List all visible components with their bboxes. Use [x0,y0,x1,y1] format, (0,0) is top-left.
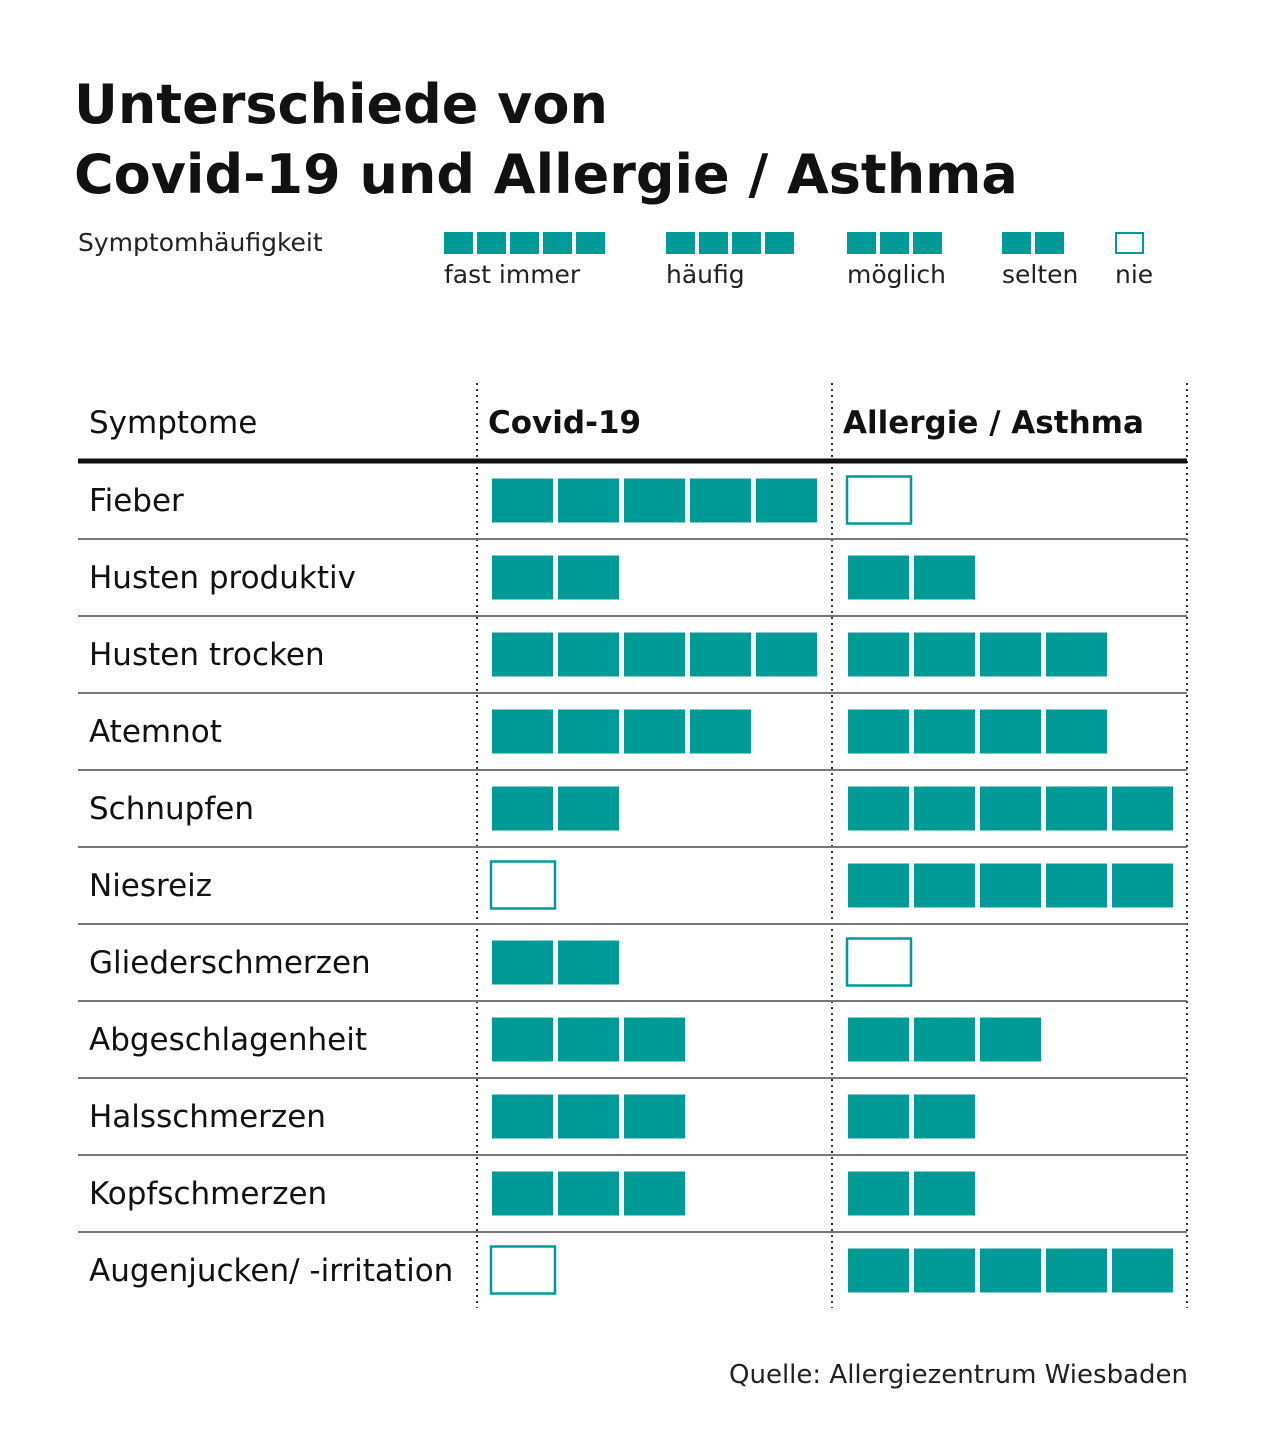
covid-block [558,1095,619,1139]
legend-label: möglich [847,260,946,289]
row-label: Husten produktiv [89,559,356,596]
allergy-block [848,556,909,600]
allergy-block [914,556,975,600]
allergy-block [914,1172,975,1216]
covid-block [690,633,751,677]
covid-block [624,1095,685,1139]
row-label: Kopfschmerzen [89,1175,328,1212]
chart-title-line-2: Covid-19 und Allergie / Asthma [74,143,1018,206]
allergy-block [914,864,975,908]
allergy-block [848,864,909,908]
allergy-block [1112,864,1173,908]
column-header-covid: Covid-19 [488,405,642,441]
row-label: Husten trocken [89,636,325,673]
covid-block [558,1018,619,1062]
allergy-block [914,1018,975,1062]
row-label: Atemnot [89,713,222,750]
allergy-block [980,710,1041,754]
covid-block [624,1172,685,1216]
column-header-symptome: Symptome [89,405,258,441]
allergy-block [914,633,975,677]
covid-block [624,633,685,677]
allergy-block [1046,633,1107,677]
allergy-block [848,787,909,831]
legend-label: nie [1115,260,1154,289]
covid-block [558,633,619,677]
covid-block [690,479,751,523]
legend-label: häufig [666,260,745,289]
covid-block [756,479,817,523]
allergy-block [980,1018,1041,1062]
row-label: Fieber [89,482,184,519]
covid-block [558,479,619,523]
allergy-block [914,1249,975,1293]
allergy-block [848,710,909,754]
allergy-block [848,1095,909,1139]
covid-block [624,479,685,523]
allergy-block [848,1172,909,1216]
allergy-block [1046,864,1107,908]
allergy-block [980,864,1041,908]
allergy-block-empty [847,939,911,986]
row-label: Augenjucken/ -irritation [89,1252,454,1289]
allergy-block [980,787,1041,831]
allergy-block [848,633,909,677]
covid-block [492,556,553,600]
covid-block [558,556,619,600]
allergy-block [1046,1249,1107,1293]
covid-block [624,1018,685,1062]
covid-block [690,710,751,754]
legend-label: selten [1002,260,1079,289]
covid-block [558,1172,619,1216]
chart-title-line-1: Unterschiede von [74,73,608,136]
covid-block [624,710,685,754]
legend-title: Symptomhäufigkeit [78,228,323,257]
row-label: Abgeschlagenheit [89,1021,367,1058]
covid-block [492,710,553,754]
covid-block [492,941,553,985]
covid-block [558,787,619,831]
legend-label: fast immer [444,260,581,289]
row-label: Niesreiz [89,867,213,904]
allergy-block [914,787,975,831]
allergy-block [1112,1249,1173,1293]
covid-block [492,1172,553,1216]
allergy-block-empty [847,477,911,524]
covid-block-empty [491,1247,555,1294]
covid-block [492,633,553,677]
allergy-block [1046,710,1107,754]
covid-block [492,1018,553,1062]
allergy-block [1046,787,1107,831]
allergy-block [1112,787,1173,831]
allergy-block [980,1249,1041,1293]
covid-block [492,479,553,523]
row-label: Halsschmerzen [89,1098,326,1135]
covid-block [558,941,619,985]
covid-block [492,787,553,831]
allergy-block [914,710,975,754]
source-note: Quelle: Allergiezentrum Wiesbaden [729,1360,1188,1390]
allergy-block [848,1249,909,1293]
allergy-block [914,1095,975,1139]
covid-block [492,1095,553,1139]
covid-block [756,633,817,677]
covid-block [558,710,619,754]
covid-block-empty [491,862,555,909]
allergy-block [848,1018,909,1062]
column-header-allergy: Allergie / Asthma [843,405,1144,441]
row-label: Schnupfen [89,790,254,827]
allergy-block [980,633,1041,677]
row-label: Gliederschmerzen [89,944,371,981]
